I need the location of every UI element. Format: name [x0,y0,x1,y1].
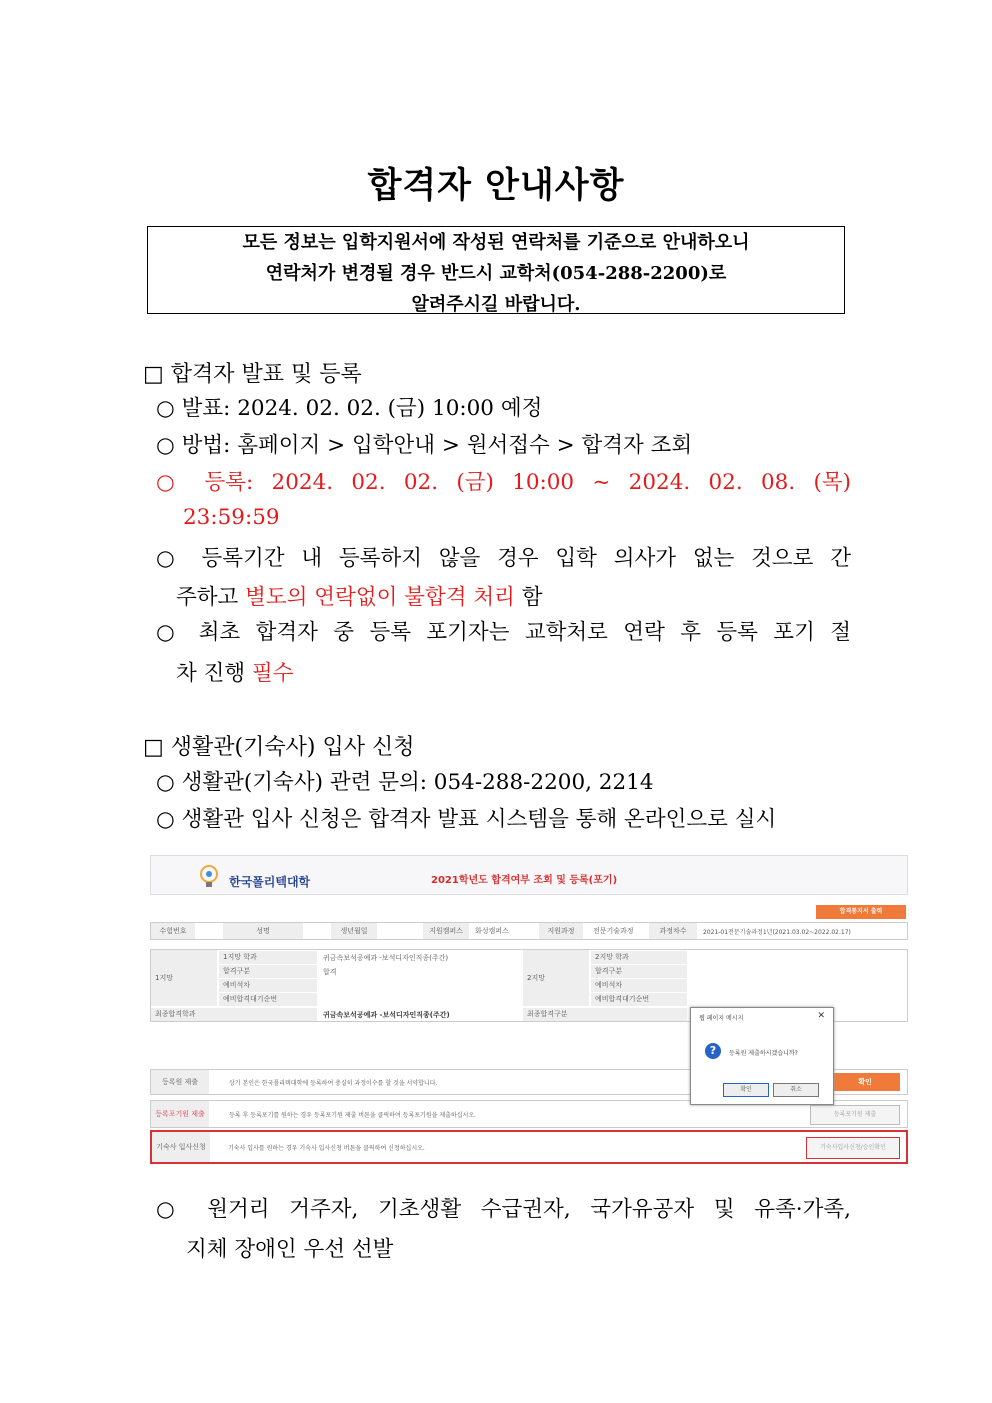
round-label: 과정차수 [649,923,697,939]
choice2-label: 2지망 [523,950,589,1006]
giveup-label: 등록포기원 제출 [151,1101,209,1127]
name-label: 성명 [223,923,303,939]
list-item: ○ 생활관 입사 신청은 합격자 발표 시스템을 통해 온라인으로 실시 [156,807,777,832]
choice2-row-label: 예비합격대기순번 [591,993,687,1006]
confirm-button[interactable]: 확인 [830,1073,900,1091]
dialog-cancel-button[interactable]: 취소 [773,1083,819,1097]
giveup-text: 등록 후 등록포기를 원하는 경우 등록포기원 제출 버튼을 클릭하여 등록포기원을 제출하십시오. [229,1111,477,1119]
highlight-text: 필수 [251,661,294,686]
exam-no-label: 수험번호 [151,923,195,939]
list-item: ○ 등록기간 내 등록하지 않을 경우 입학 의사가 없는 것으로 간 [156,546,851,571]
text-run: 주하고 [176,585,246,610]
campus-label: 지원캠퍼스 [423,923,469,939]
info-row [150,922,908,940]
birth-label: 생년월일 [331,923,377,939]
giveup-button[interactable]: 등록포기원 제출 [810,1105,900,1125]
text-run: 함 [514,585,543,610]
page-title: 합격자 안내사항 [367,166,625,206]
header-title: 2021학년도 합격여부 조회 및 등록(포기) [431,875,618,886]
dialog-title: 웹 페이지 메시지 [699,1015,744,1022]
list-item: ○ 생활관(기숙사) 관련 문의: 054-288-2200, 2214 [156,770,654,795]
choice1-label: 1지망 [151,950,217,1006]
section-heading: □ 생활관(기숙사) 입사 신청 [143,735,415,760]
choice1-dept-value: 귀금속보석공예과 -보석디자인직종(주간) [323,954,449,962]
choice2-row-label: 합격구분 [591,965,687,978]
round-value: 2021-01전문기술과정1년(2021.03.02~2022.02.17) [703,928,851,936]
list-item: ○ 원거리 거주자, 기초생활 수급권자, 국가유공자 및 유족·가족, [156,1197,851,1222]
logo-text: 한국폴리텍대학 [229,875,311,889]
list-item-continuation: 23:59:59 [183,505,280,530]
list-item-continuation [176,656,876,687]
notice-line: 모든 정보는 입학지원서에 작성된 연락처를 기준으로 안내하오니 [242,232,750,253]
choice2-row-label: 예비석차 [591,979,687,992]
notice-line: 연락처가 변경될 경우 반드시 교학처(054-288-2200)로 [265,263,727,284]
notice-box [147,226,845,314]
list-item: ○ 발표: 2024. 02. 02. (금) 10:00 예정 [156,396,543,421]
text-run: 차 진행 [176,661,252,686]
list-item: ○ 방법: 홈페이지 > 입학안내 > 원서접수 > 합격자 조회 [156,433,693,458]
notice-line: 알려주시길 바랍니다. [411,294,581,315]
dialog-ok-button[interactable]: 확인 [723,1083,769,1097]
message-dialog [690,1007,834,1105]
print-button[interactable]: 합격통지서 출력 [816,905,906,919]
choice2-row-label: 2지망 학과 [591,951,687,964]
register-label: 등록원 제출 [151,1070,209,1094]
choice1-row-label: 예비석차 [219,979,317,992]
dialog-message: 등록원 제출하시겠습니까? [729,1050,798,1057]
close-icon[interactable]: ✕ [817,1011,825,1021]
section-heading: □ 합격자 발표 및 등록 [143,362,362,387]
dorm-label: 기숙사 입사신청 [152,1132,210,1162]
course-label: 지원과정 [539,923,583,939]
final-dept-label: 최종합격학과 [151,1008,317,1021]
choice1-row-label: 합격구분 [219,965,317,978]
course-value: 전문기술과정 [593,927,634,935]
dorm-text: 기숙사 입사를 원하는 경우 기숙사 입사신청 버튼을 클릭하여 신청하십시오. [228,1144,425,1152]
dorm-row [150,1130,908,1164]
final-type-label: 최종합격구분 [523,1008,687,1021]
choice1-row-label: 예비합격대기순번 [219,993,317,1006]
campus-value: 화성캠퍼스 [475,927,509,935]
highlight-text: 별도의 연락없이 불합격 처리 [245,585,515,610]
embedded-screenshot [150,855,908,1167]
register-text: 상기 본인은 한국폴리텍대학에 등록하여 충실히 과정이수를 할 것을 서약합니다. [229,1079,438,1087]
dorm-apply-button[interactable]: 기숙사입사신청/승인확인 [806,1137,900,1159]
list-item-continuation [176,580,876,611]
list-item: ○ 최초 합격자 중 등록 포기자는 교학처로 연락 후 등록 포기 절 [156,620,851,645]
question-icon: ? [705,1043,721,1059]
choice1-status-value: 합격 [323,968,337,976]
bulb-logo-icon [197,864,221,890]
final-dept-value: 귀금속보석공예과 -보석디자인직종(주간) [323,1011,450,1019]
list-item-continuation: 지체 장애인 우선 선발 [186,1237,394,1262]
screenshot-header [150,855,908,895]
list-item-highlight: ○ 등록: 2024. 02. 02. (금) 10:00 ~ 2024. 02. 08. (목) [156,470,851,495]
choice1-row-label: 1지망 학과 [219,951,317,964]
